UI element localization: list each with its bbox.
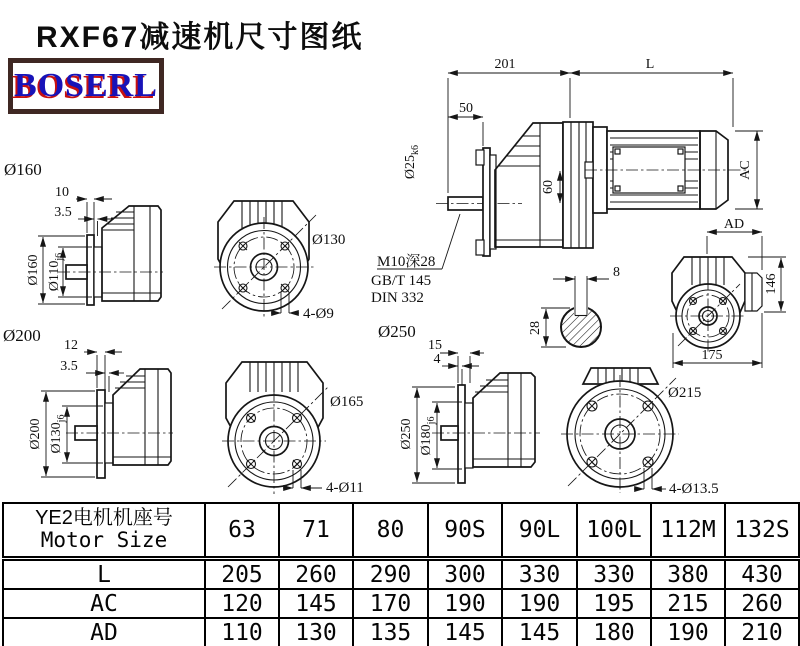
table-cell: 380 (651, 559, 725, 590)
label-flange200: Ø200 (3, 326, 41, 345)
table-cell: 145 (428, 618, 502, 646)
dim-201: 201 (494, 57, 516, 72)
dim-L: L (645, 57, 655, 72)
note-thread: M10深28 (377, 254, 436, 270)
row-label: AC (3, 589, 205, 618)
dim-AD: AD (723, 217, 745, 232)
dimension-table (2, 502, 800, 646)
spigot110-tol: j6 (54, 252, 65, 261)
table-cell: 430 (725, 559, 799, 590)
dim-od200: Ø200 (28, 418, 43, 450)
dim-175: 175 (701, 348, 723, 363)
note-gbt145: GB/T 145 (371, 273, 432, 289)
table-row (3, 559, 799, 590)
motor-size-header-cell (3, 503, 205, 559)
table-cell: 330 (577, 559, 651, 590)
dim-146: 146 (764, 273, 779, 295)
shaft-dia-tol: k6 (410, 144, 421, 155)
spigot180-tol: j6 (426, 416, 437, 425)
table-cell: 110 (205, 618, 279, 646)
housing160 (102, 206, 161, 301)
dim-50: 50 (459, 101, 473, 116)
row-label: L (3, 559, 205, 590)
table-cell: 330 (502, 559, 577, 590)
thread-notes (371, 214, 460, 306)
dim-12: 12 (64, 338, 78, 353)
flange165-front-view (222, 362, 364, 496)
motor-size-header-cn: YE2电机机座号 (35, 507, 173, 530)
dim-bc215: Ø215 (668, 385, 702, 401)
note-din332: DIN 332 (371, 290, 424, 306)
table-cell: 210 (725, 618, 799, 646)
dim-holes11: 4-Ø11 (326, 480, 364, 496)
dim-holes13p5: 4-Ø13.5 (669, 481, 719, 497)
table-cell: 145 (502, 618, 577, 646)
dim-key8: 8 (613, 265, 620, 280)
flange215-front-view (561, 368, 719, 497)
dim-spigot180 (419, 417, 437, 456)
col-header: 90S (428, 503, 502, 559)
dim-od250: Ø250 (399, 418, 414, 450)
table-header-row (3, 503, 799, 559)
dim-bc130: Ø130 (312, 232, 346, 248)
flange250-side-view (378, 322, 540, 483)
dim-10: 10 (55, 185, 69, 200)
col-header: 63 (205, 503, 279, 559)
table-cell: 260 (725, 589, 799, 618)
col-header: 80 (353, 503, 428, 559)
page-title: RXF67减速机尺寸图纸 (36, 21, 364, 54)
dim-AC: AC (738, 160, 753, 180)
spigot130-value: Ø130 (49, 422, 64, 454)
dim-3p5: 3.5 (54, 205, 72, 220)
dim-60: 60 (541, 180, 556, 194)
col-header: 71 (279, 503, 353, 559)
dim-4: 4 (433, 352, 441, 367)
brand-logo-text: BOSERL (14, 67, 158, 104)
table-cell: 215 (651, 589, 725, 618)
table-cell: 290 (353, 559, 428, 590)
table-cell: 190 (502, 589, 577, 618)
dim-od160: Ø160 (26, 254, 41, 286)
dim-15: 15 (428, 338, 442, 353)
shaft-dia-value: Ø25 (403, 154, 418, 180)
label-flange160: Ø160 (4, 160, 42, 179)
table-cell: 120 (205, 589, 279, 618)
col-header: 90L (502, 503, 577, 559)
table-cell: 190 (428, 589, 502, 618)
shaft-key-section (528, 265, 620, 347)
housing200 (113, 369, 171, 465)
flange130-front-view (214, 201, 345, 322)
col-header: 132S (725, 503, 799, 559)
table-cell: 205 (205, 559, 279, 590)
table-row (3, 618, 799, 646)
main-gearmotor-view (403, 57, 763, 256)
table-cell: 180 (577, 618, 651, 646)
spigot180-value: Ø180 (419, 424, 434, 456)
table-cell: 300 (428, 559, 502, 590)
table-cell: 130 (279, 618, 353, 646)
dim-shaft-dia (403, 145, 421, 179)
motor-size-header-en: Motor Size (40, 528, 168, 553)
table-cell: 260 (279, 559, 353, 590)
table-cell: 195 (577, 589, 651, 618)
table-row (3, 589, 799, 618)
flange160-side-view (4, 160, 163, 305)
col-header: 100L (577, 503, 651, 559)
table-cell: 190 (651, 618, 725, 646)
col-header: 112M (651, 503, 725, 559)
table-cell: 145 (279, 589, 353, 618)
dim-spigot130 (49, 415, 67, 454)
housing250 (473, 373, 535, 467)
table-cell: 135 (353, 618, 428, 646)
spigot130-tol: j6 (56, 414, 67, 423)
dim-3p5b: 3.5 (60, 359, 78, 374)
spigot110-value: Ø110 (47, 260, 62, 292)
flange200-side-view (3, 326, 173, 478)
label-flange250: Ø250 (378, 322, 416, 341)
dim-bc165: Ø165 (330, 394, 364, 410)
table-cell: 170 (353, 589, 428, 618)
row-label: AD (3, 618, 205, 646)
dim-key28: 28 (528, 321, 543, 335)
ad-end-view (670, 217, 786, 368)
dim-holes9: 4-Ø9 (303, 306, 334, 322)
